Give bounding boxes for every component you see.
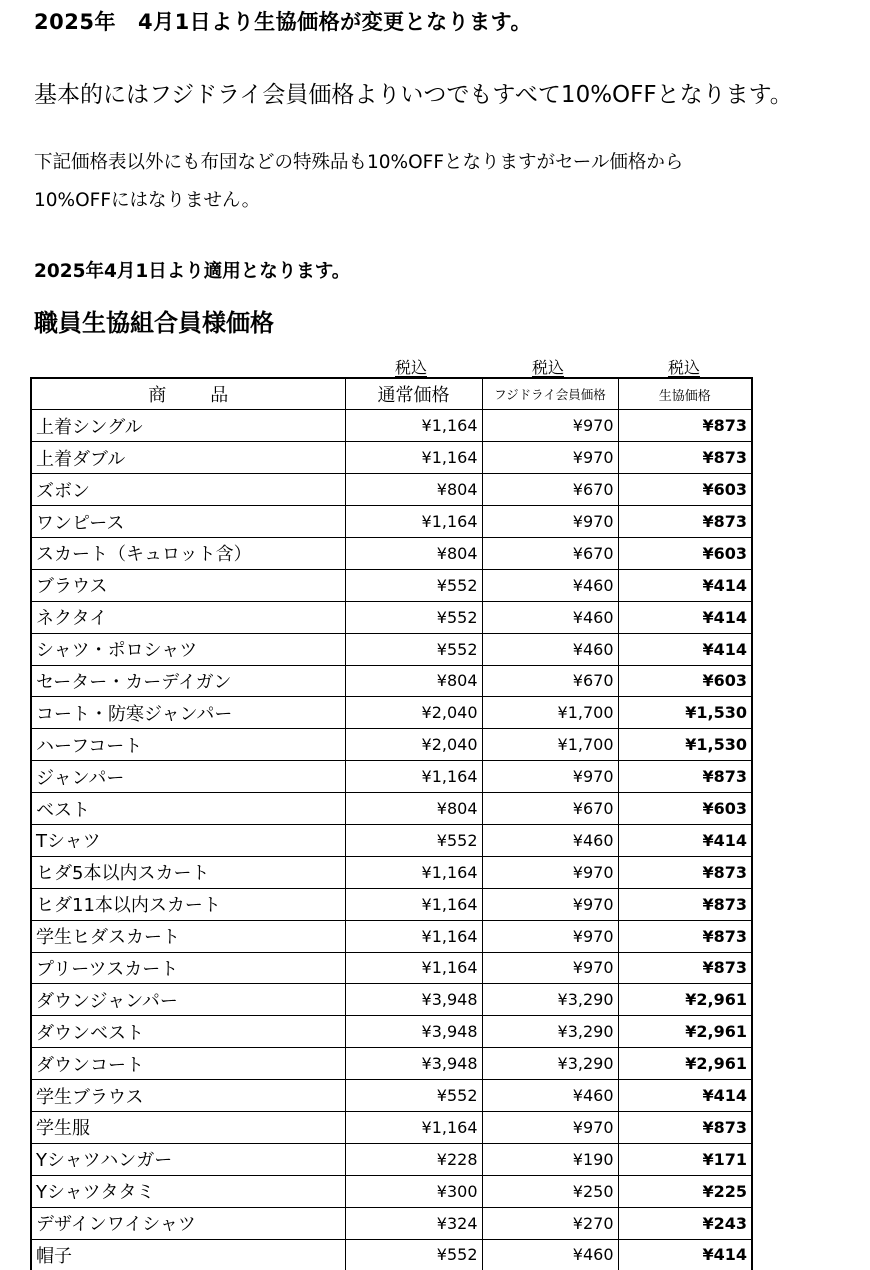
coop-price-cell: ¥873: [618, 952, 752, 984]
table-row: [31, 442, 752, 474]
tax-label-regular: 税込: [394, 358, 427, 377]
product-name-cell: ネクタイ: [31, 601, 345, 633]
coop-price-cell: ¥873: [618, 506, 752, 538]
table-row: [31, 665, 752, 697]
coop-price-cell: ¥873: [618, 410, 752, 442]
regular-price-cell: ¥228: [345, 1143, 482, 1175]
fuji-member-price-cell: ¥3,290: [482, 984, 618, 1016]
table-row: [31, 410, 752, 442]
coop-price-cell: ¥873: [618, 442, 752, 474]
product-name-cell: ベスト: [31, 793, 345, 825]
regular-price-cell: ¥804: [345, 793, 482, 825]
header-coop-price: 生協価格: [618, 378, 752, 410]
regular-price-cell: ¥1,164: [345, 506, 482, 538]
table-row: [31, 920, 752, 952]
coop-price-cell: ¥414: [618, 1239, 752, 1270]
regular-price-cell: ¥1,164: [345, 442, 482, 474]
regular-price-cell: ¥1,164: [345, 952, 482, 984]
fuji-member-price-cell: ¥3,290: [482, 1048, 618, 1080]
product-name-cell: 学生ヒダスカート: [31, 920, 345, 952]
price-table-title: 職員生協組合員様価格: [34, 309, 274, 337]
regular-price-cell: ¥552: [345, 1239, 482, 1270]
table-row: [31, 761, 752, 793]
regular-price-cell: ¥3,948: [345, 984, 482, 1016]
coop-price-cell: ¥243: [618, 1207, 752, 1239]
table-row: [31, 506, 752, 538]
product-name-cell: Tシャツ: [31, 824, 345, 856]
coop-price-cell: ¥603: [618, 665, 752, 697]
fuji-member-price-cell: ¥970: [482, 410, 618, 442]
table-row: [31, 1080, 752, 1112]
notice-title: [34, 6, 532, 36]
fuji-member-price-cell: ¥970: [482, 856, 618, 888]
product-name-cell: 学生ブラウス: [31, 1080, 345, 1112]
coop-price-cell: ¥171: [618, 1143, 752, 1175]
note-line-2: 10%OFFにはなりません。: [34, 190, 261, 211]
price-table: [30, 377, 753, 1270]
fuji-member-price-cell: ¥970: [482, 1111, 618, 1143]
product-name-cell: ダウンジャンパー: [31, 984, 345, 1016]
table-row: [31, 633, 752, 665]
table-row: [31, 601, 752, 633]
fuji-member-price-cell: ¥270: [482, 1207, 618, 1239]
table-row: [31, 729, 752, 761]
table-row: [31, 1175, 752, 1207]
regular-price-cell: ¥552: [345, 569, 482, 601]
coop-price-cell: ¥414: [618, 633, 752, 665]
fuji-member-price-cell: ¥460: [482, 1239, 618, 1270]
table-row: [31, 1207, 752, 1239]
notice-title-year: 2025年: [34, 10, 116, 34]
table-row: [31, 1048, 752, 1080]
fuji-member-price-cell: ¥1,700: [482, 729, 618, 761]
coop-price-cell: ¥1,530: [618, 697, 752, 729]
table-row: [31, 793, 752, 825]
regular-price-cell: ¥1,164: [345, 761, 482, 793]
regular-price-cell: ¥300: [345, 1175, 482, 1207]
regular-price-cell: ¥3,948: [345, 1016, 482, 1048]
fuji-member-price-cell: ¥670: [482, 537, 618, 569]
fuji-member-price-cell: ¥460: [482, 633, 618, 665]
table-row: [31, 697, 752, 729]
coop-price-cell: ¥414: [618, 1080, 752, 1112]
product-name-cell: シャツ・ポロシャツ: [31, 633, 345, 665]
product-name-cell: ハーフコート: [31, 729, 345, 761]
fuji-member-price-cell: ¥460: [482, 824, 618, 856]
coop-price-cell: ¥414: [618, 824, 752, 856]
product-name-cell: 上着ダブル: [31, 442, 345, 474]
product-name-cell: 学生服: [31, 1111, 345, 1143]
fuji-member-price-cell: ¥970: [482, 442, 618, 474]
product-name-cell: スカート（キュロット含）: [31, 537, 345, 569]
product-name-cell: デザインワイシャツ: [31, 1207, 345, 1239]
fuji-member-price-cell: ¥3,290: [482, 1016, 618, 1048]
fuji-member-price-cell: ¥1,700: [482, 697, 618, 729]
header-product-char-1: 商: [148, 385, 167, 407]
table-row: [31, 537, 752, 569]
fuji-member-price-cell: ¥250: [482, 1175, 618, 1207]
product-name-cell: ダウンコート: [31, 1048, 345, 1080]
coop-price-cell: ¥2,961: [618, 984, 752, 1016]
table-row: [31, 474, 752, 506]
product-name-cell: ヒダ11本以内スカート: [31, 888, 345, 920]
product-name-cell: ズボン: [31, 474, 345, 506]
intro-text: 基本的にはフジドライ会員価格よりいつでもすべて10%OFFとなります。: [34, 82, 793, 108]
header-fuji-member-price: フジドライ会員価格: [482, 378, 618, 410]
product-name-cell: プリーツスカート: [31, 952, 345, 984]
fuji-member-price-cell: ¥670: [482, 474, 618, 506]
product-name-cell: Yシャツタタミ: [31, 1175, 345, 1207]
regular-price-cell: ¥552: [345, 633, 482, 665]
tax-label-fuji: 税込: [531, 358, 564, 377]
table-row: [31, 1239, 752, 1270]
coop-price-cell: ¥2,961: [618, 1048, 752, 1080]
note-line-1: 下記価格表以外にも布団などの特殊品も10%OFFとなりますがセール価格から: [34, 152, 684, 173]
coop-price-cell: ¥1,530: [618, 729, 752, 761]
fuji-member-price-cell: ¥190: [482, 1143, 618, 1175]
effective-date-text: 2025年4月1日より適用となります。: [34, 261, 351, 282]
product-name-cell: ヒダ5本以内スカート: [31, 856, 345, 888]
table-row: [31, 1111, 752, 1143]
regular-price-cell: ¥1,164: [345, 920, 482, 952]
coop-price-cell: ¥603: [618, 537, 752, 569]
product-name-cell: セーター・カーデイガン: [31, 665, 345, 697]
fuji-member-price-cell: ¥460: [482, 569, 618, 601]
coop-price-cell: ¥603: [618, 793, 752, 825]
product-name-cell: ブラウス: [31, 569, 345, 601]
notice-title-text: 4月1日より生協価格が変更となります。: [137, 10, 532, 34]
coop-price-cell: ¥873: [618, 1111, 752, 1143]
product-name-cell: ワンピース: [31, 506, 345, 538]
regular-price-cell: ¥552: [345, 824, 482, 856]
fuji-member-price-cell: ¥970: [482, 952, 618, 984]
table-row: [31, 888, 752, 920]
regular-price-cell: ¥324: [345, 1207, 482, 1239]
table-row: [31, 1143, 752, 1175]
regular-price-cell: ¥804: [345, 665, 482, 697]
tax-label-coop: 税込: [667, 358, 700, 377]
product-name-cell: 上着シングル: [31, 410, 345, 442]
regular-price-cell: ¥1,164: [345, 856, 482, 888]
fuji-member-price-cell: ¥970: [482, 761, 618, 793]
product-name-cell: 帽子: [31, 1239, 345, 1270]
regular-price-cell: ¥1,164: [345, 888, 482, 920]
coop-price-cell: ¥873: [618, 856, 752, 888]
table-row: [31, 824, 752, 856]
product-name-cell: ジャンパー: [31, 761, 345, 793]
regular-price-cell: ¥552: [345, 601, 482, 633]
coop-price-cell: ¥603: [618, 474, 752, 506]
product-name-cell: コート・防寒ジャンパー: [31, 697, 345, 729]
coop-price-cell: ¥873: [618, 920, 752, 952]
coop-price-cell: ¥414: [618, 601, 752, 633]
product-name-cell: ダウンベスト: [31, 1016, 345, 1048]
coop-price-cell: ¥225: [618, 1175, 752, 1207]
table-row: [31, 1016, 752, 1048]
fuji-member-price-cell: ¥460: [482, 601, 618, 633]
fuji-member-price-cell: ¥670: [482, 665, 618, 697]
regular-price-cell: ¥3,948: [345, 1048, 482, 1080]
fuji-member-price-cell: ¥460: [482, 1080, 618, 1112]
regular-price-cell: ¥804: [345, 474, 482, 506]
fuji-member-price-cell: ¥970: [482, 920, 618, 952]
product-name-cell: Yシャツハンガー: [31, 1143, 345, 1175]
regular-price-cell: ¥2,040: [345, 729, 482, 761]
price-table-body: [31, 410, 752, 1270]
header-product-char-2: 品: [210, 385, 229, 407]
table-row: [31, 984, 752, 1016]
regular-price-cell: ¥2,040: [345, 697, 482, 729]
header-regular-price: 通常価格: [345, 378, 482, 410]
regular-price-cell: ¥804: [345, 537, 482, 569]
table-row: [31, 569, 752, 601]
regular-price-cell: ¥1,164: [345, 410, 482, 442]
fuji-member-price-cell: ¥970: [482, 506, 618, 538]
coop-price-cell: ¥2,961: [618, 1016, 752, 1048]
table-row: [31, 856, 752, 888]
price-table-header-row: [31, 378, 752, 410]
fuji-member-price-cell: ¥670: [482, 793, 618, 825]
coop-price-cell: ¥873: [618, 888, 752, 920]
regular-price-cell: ¥552: [345, 1080, 482, 1112]
coop-price-cell: ¥414: [618, 569, 752, 601]
regular-price-cell: ¥1,164: [345, 1111, 482, 1143]
header-product: [31, 378, 345, 410]
fuji-member-price-cell: ¥970: [482, 888, 618, 920]
coop-price-cell: ¥873: [618, 761, 752, 793]
table-row: [31, 952, 752, 984]
